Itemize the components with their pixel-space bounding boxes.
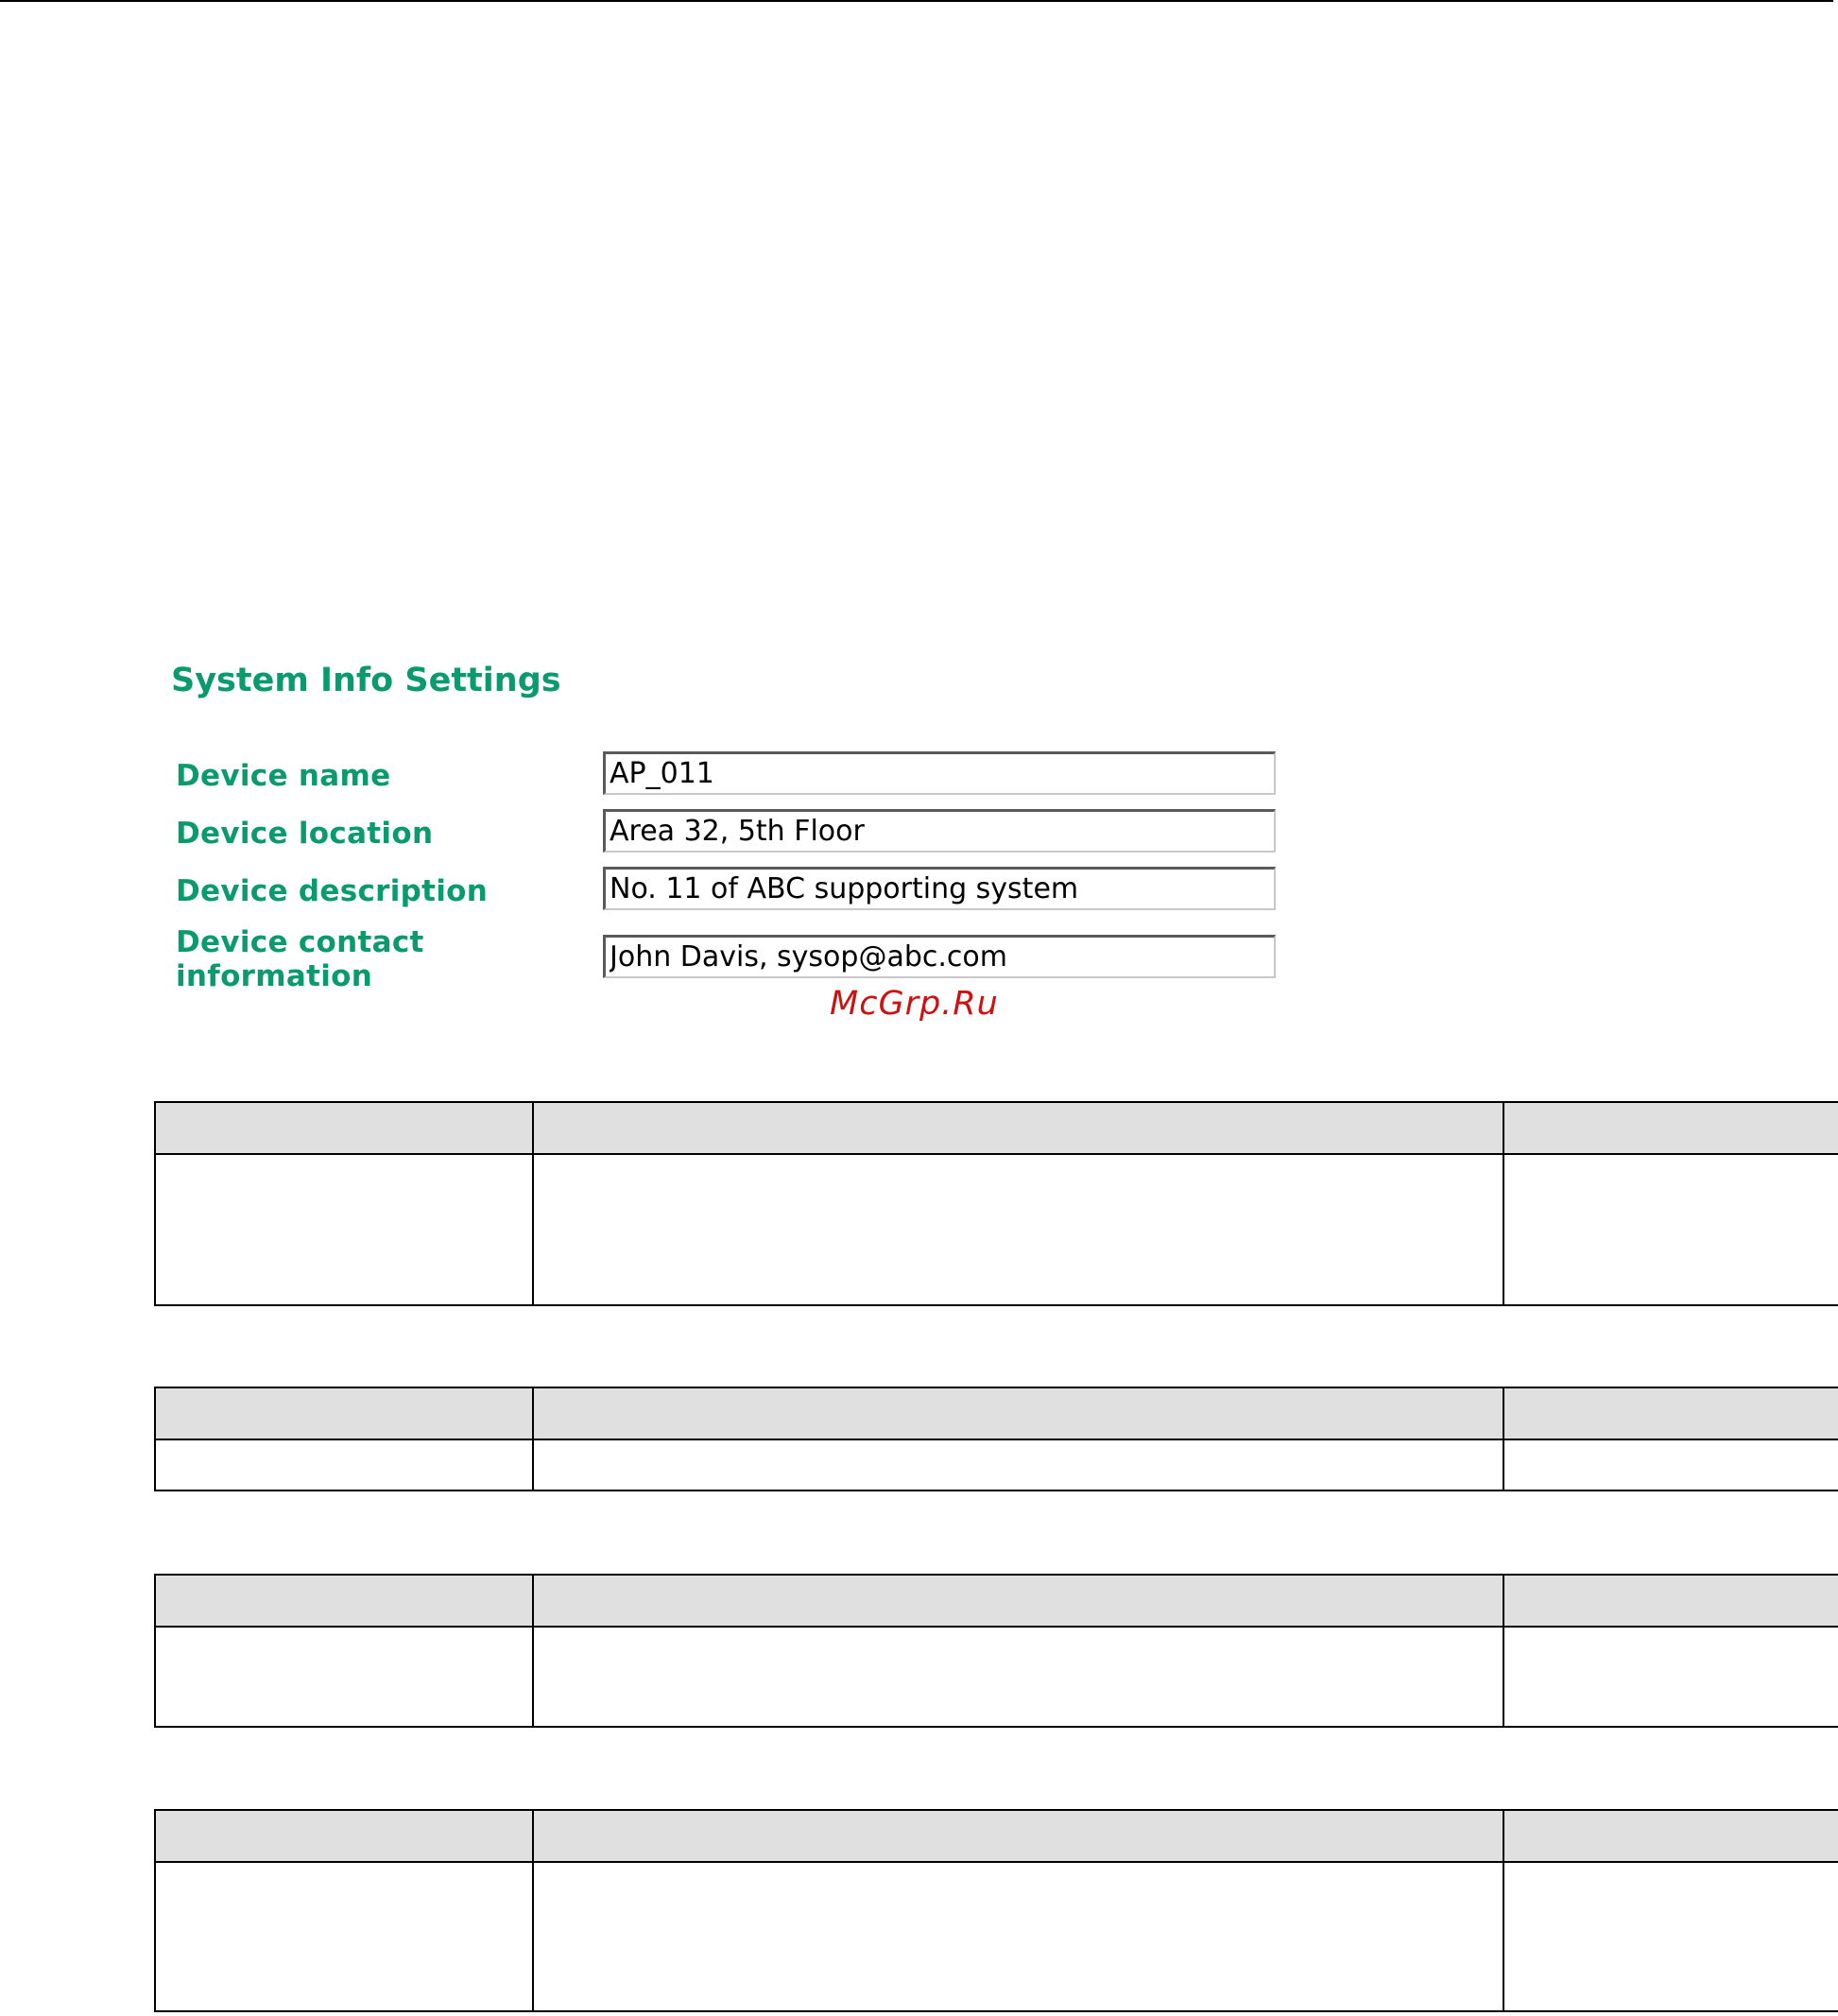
device-name-label: Device name — [176, 759, 391, 793]
table-cell — [1503, 1154, 1838, 1305]
table-header-cell — [155, 1387, 533, 1439]
device-location-input[interactable] — [603, 809, 1276, 853]
parameter-table-2 — [154, 1387, 1838, 1491]
table-cell — [533, 1154, 1503, 1305]
table-header-row — [155, 1102, 1838, 1154]
page-top-rule — [0, 0, 1833, 2]
device-description-label: Device description — [176, 874, 489, 908]
table-header-cell — [1503, 1102, 1838, 1154]
page-title: System Info Settings — [171, 662, 561, 699]
table-cell — [533, 1627, 1503, 1727]
table-header-cell — [533, 1575, 1503, 1627]
device-name-input[interactable] — [603, 751, 1276, 795]
parameter-table-4 — [154, 1809, 1838, 2012]
table-header-cell — [1503, 1810, 1838, 1862]
table-cell — [155, 1439, 533, 1490]
table-header-cell — [1503, 1387, 1838, 1439]
device-description-input[interactable] — [603, 867, 1276, 910]
table-row — [155, 1627, 1838, 1727]
parameter-table-1 — [154, 1101, 1838, 1306]
device-contact-input[interactable] — [603, 935, 1276, 978]
table-header-row — [155, 1387, 1838, 1439]
table-header-cell — [533, 1102, 1503, 1154]
table-cell — [533, 1862, 1503, 2011]
device-contact-label — [176, 925, 424, 993]
table-header-row — [155, 1575, 1838, 1627]
table-cell — [1503, 1862, 1838, 2011]
table-row — [155, 1154, 1838, 1305]
table-cell — [1503, 1439, 1838, 1490]
watermark-text: McGrp.Ru — [830, 985, 999, 1023]
device-contact-label-line1: Device contact — [176, 925, 424, 959]
table-row — [155, 1439, 1838, 1490]
device-contact-label-line2: information — [176, 959, 373, 993]
table-cell — [155, 1627, 533, 1727]
table-header-cell — [155, 1575, 533, 1627]
table-cell — [155, 1862, 533, 2011]
table-row — [155, 1862, 1838, 2011]
table-header-row — [155, 1810, 1838, 1862]
table-cell — [1503, 1627, 1838, 1727]
table-cell — [155, 1154, 533, 1305]
device-location-label: Device location — [176, 817, 434, 851]
table-header-cell — [1503, 1575, 1838, 1627]
parameter-table-3 — [154, 1574, 1838, 1728]
table-cell — [533, 1439, 1503, 1490]
table-header-cell — [155, 1102, 533, 1154]
table-header-cell — [155, 1810, 533, 1862]
table-header-cell — [533, 1387, 1503, 1439]
table-header-cell — [533, 1810, 1503, 1862]
